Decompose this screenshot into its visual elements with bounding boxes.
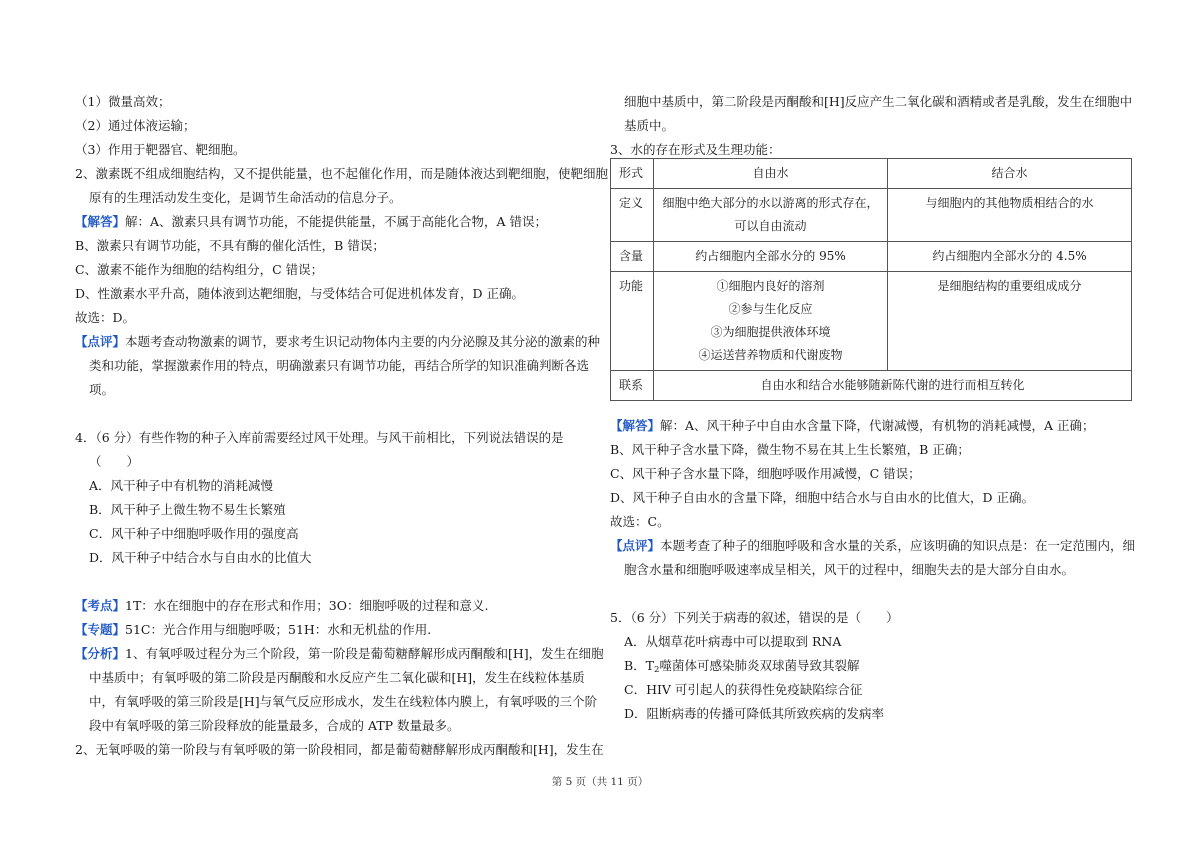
answer-tag: 【解答】 xyxy=(75,214,126,229)
answer-text: 解：A、风干种子中自由水含量下降，代谢减慢，有机物的消耗减慢，A 正确； xyxy=(660,418,1095,433)
option-b-text: 噬菌体可感染肺炎双球菌导致其裂解 xyxy=(659,658,860,673)
function-item: ②参与生化反应 xyxy=(728,302,813,316)
text-line: 故选：C。 xyxy=(610,514,670,529)
text-line: B、激素只有调节功能，不具有酶的催化活性，B 错误； xyxy=(75,238,385,253)
table-cell xyxy=(654,272,888,371)
text-line: 胞含水量和细胞呼吸速率成呈相关，风干的过程中，细胞失去的是大部分自由水。 xyxy=(624,562,1075,577)
function-item: ③为细胞提供液体环境 xyxy=(710,325,831,339)
table-row xyxy=(611,159,1132,189)
table-cell: 约占细胞内全部水分的 4.5% xyxy=(888,242,1132,272)
option-c: C．HIV 可引起人的获得性免疫缺陷综合征 xyxy=(624,682,863,697)
text-line: D、风干种子自由水的含量下降，细胞中结合水与自由水的比值大，D 正确。 xyxy=(610,490,1035,505)
text-line: 项。 xyxy=(89,382,115,397)
question-4: 4．（6 分）有些作物的种子入库前需要经过风干处理。与风干前相比，下列说法错误的是 xyxy=(75,430,564,445)
fenxi-text: 1、有氧呼吸过程分为三个阶段，第一阶段是葡萄糖酵解形成丙酮酸和[H]，发生在细胞 xyxy=(125,646,604,661)
subscript: 2 xyxy=(654,665,660,675)
text-line: C、风干种子含水量下降，细胞呼吸作用减慢，C 错误； xyxy=(610,466,921,481)
comment-tag: 【点评】 xyxy=(610,538,661,553)
text-line: （1）微量高效； xyxy=(75,94,171,109)
table-cell: 形式 xyxy=(611,159,654,189)
comment-line xyxy=(610,538,1135,554)
table-cell: 联系 xyxy=(611,371,654,401)
text-line: 细胞中基质中，第二阶段是丙酮酸和[H]反应产生二氧化碳和酒精或者是乳酸，发生在细胞中 xyxy=(624,94,1133,109)
table-cell: 功能 xyxy=(611,272,654,371)
water-table xyxy=(610,158,1132,401)
table-cell: 细胞中绝大部分的水以游离的形式存在，可以自由流动 xyxy=(654,189,888,242)
text-line: 2、激素既不组成细胞结构，又不提供能量，也不起催化作用，而是随体液达到靶细胞，使靶细胞 xyxy=(75,166,608,181)
option-a: A．风干种子中有机物的消耗减慢 xyxy=(89,478,274,493)
answer-text: 解：A、激素只具有调节功能，不能提供能量，不属于高能化合物，A 错误； xyxy=(125,214,548,229)
zhuanti-tag: 【专题】 xyxy=(75,622,126,637)
table-cell: 自由水 xyxy=(654,159,888,189)
kaodian-line xyxy=(75,598,488,614)
kaodian-tag: 【考点】 xyxy=(75,598,126,613)
table-row xyxy=(611,242,1132,272)
fenxi-line xyxy=(75,646,604,662)
text-line: 故选：D。 xyxy=(75,310,136,325)
option-b: B．风干种子上微生物不易生长繁殖 xyxy=(89,502,286,517)
table-cell: 自由水和结合水能够随新陈代谢的进行而相互转化 xyxy=(654,371,1132,401)
text-line: （3）作用于靶器官、靶细胞。 xyxy=(75,142,246,157)
text-line: 基质中。 xyxy=(624,118,675,133)
text-line: 类和功能，掌握激素作用的特点，明确激素只有调节功能，再结合所学的知识准确判断各选 xyxy=(89,358,590,373)
table-cell: 是细胞结构的重要组成成分 xyxy=(888,272,1132,371)
table-row xyxy=(611,189,1132,242)
zhuanti-line xyxy=(75,622,431,638)
comment-line xyxy=(75,334,600,350)
answer-tag: 【解答】 xyxy=(610,418,661,433)
text-line: D、性激素水平升高，随体液到达靶细胞，与受体结合可促进机体发育，D 正确。 xyxy=(75,286,525,301)
table-cell: 含量 xyxy=(611,242,654,272)
option-b xyxy=(624,658,859,678)
function-item: ④运送营养物质和代谢废物 xyxy=(698,348,843,362)
function-item: ①细胞内良好的溶剂 xyxy=(716,279,825,293)
text-line: 2、无氧呼吸的第一阶段与有氧呼吸的第一阶段相同，都是葡萄糖酵解形成丙酮酸和[H]，发生在 xyxy=(75,742,604,757)
text-line: 3、水的存在形式及生理功能： xyxy=(610,142,781,157)
option-a: A．从烟草花叶病毒中可以提取到 RNA xyxy=(624,634,842,649)
fenxi-tag: 【分析】 xyxy=(75,646,126,661)
answer-line xyxy=(75,214,547,230)
option-d: D．阻断病毒的传播可降低其所致疾病的发病率 xyxy=(624,706,885,721)
table-cell: 与细胞内的其他物质相结合的水 xyxy=(888,189,1132,242)
table-row xyxy=(611,272,1132,371)
text-line: 段中有氧呼吸的第三阶段释放的能量最多，合成的 ATP 数量最多。 xyxy=(89,718,460,733)
table-cell: 结合水 xyxy=(888,159,1132,189)
table-row xyxy=(611,371,1132,401)
comment-tag: 【点评】 xyxy=(75,334,126,349)
text-line: C、激素不能作为细胞的结构组分，C 错误； xyxy=(75,262,324,277)
question-5: 5．（6 分）下列关于病毒的叙述，错误的是（ ） xyxy=(610,610,899,625)
answer-line xyxy=(610,418,1095,434)
comment-text: 本题考查动物激素的调节，要求考生识记动物体内主要的内分泌腺及其分泌的激素的种 xyxy=(125,334,601,349)
text-line: （2）通过体液运输； xyxy=(75,118,196,133)
page-footer: 第 5 页（共 11 页） xyxy=(551,776,649,788)
text-line: 原有的生理活动发生变化，是调节生命活动的信息分子。 xyxy=(89,190,402,205)
option-b-prefix: B．T xyxy=(624,658,655,673)
table-cell: 约占细胞内全部水分的 95% xyxy=(654,242,888,272)
text-line: 中，有氧呼吸的第三阶段是[H]与氧气反应形成水，发生在线粒体内膜上，有氧呼吸的三个阶 xyxy=(89,694,598,709)
option-c: C．风干种子中细胞呼吸作用的强度高 xyxy=(89,526,299,541)
text-line: 中基质中；有氧呼吸的第二阶段是丙酮酸和水反应产生二氧化碳和[H]，发生在线粒体基质 xyxy=(89,670,585,685)
table-cell: 定义 xyxy=(611,189,654,242)
text-line: （ ） xyxy=(89,454,140,469)
option-d: D．风干种子中结合水与自由水的比值大 xyxy=(89,550,312,565)
comment-text: 本题考查了种子的细胞呼吸和含水量的关系，应该明确的知识点是：在一定范围内，细 xyxy=(660,538,1136,553)
text-line: B、风干种子含水量下降，微生物不易在其上生长繁殖，B 正确； xyxy=(610,442,970,457)
kaodian-text: 1T：水在细胞中的存在形式和作用；3O：细胞呼吸的过程和意义. xyxy=(125,598,489,613)
zhuanti-text: 51C：光合作用与细胞呼吸；51H：水和无机盐的作用. xyxy=(125,622,432,637)
